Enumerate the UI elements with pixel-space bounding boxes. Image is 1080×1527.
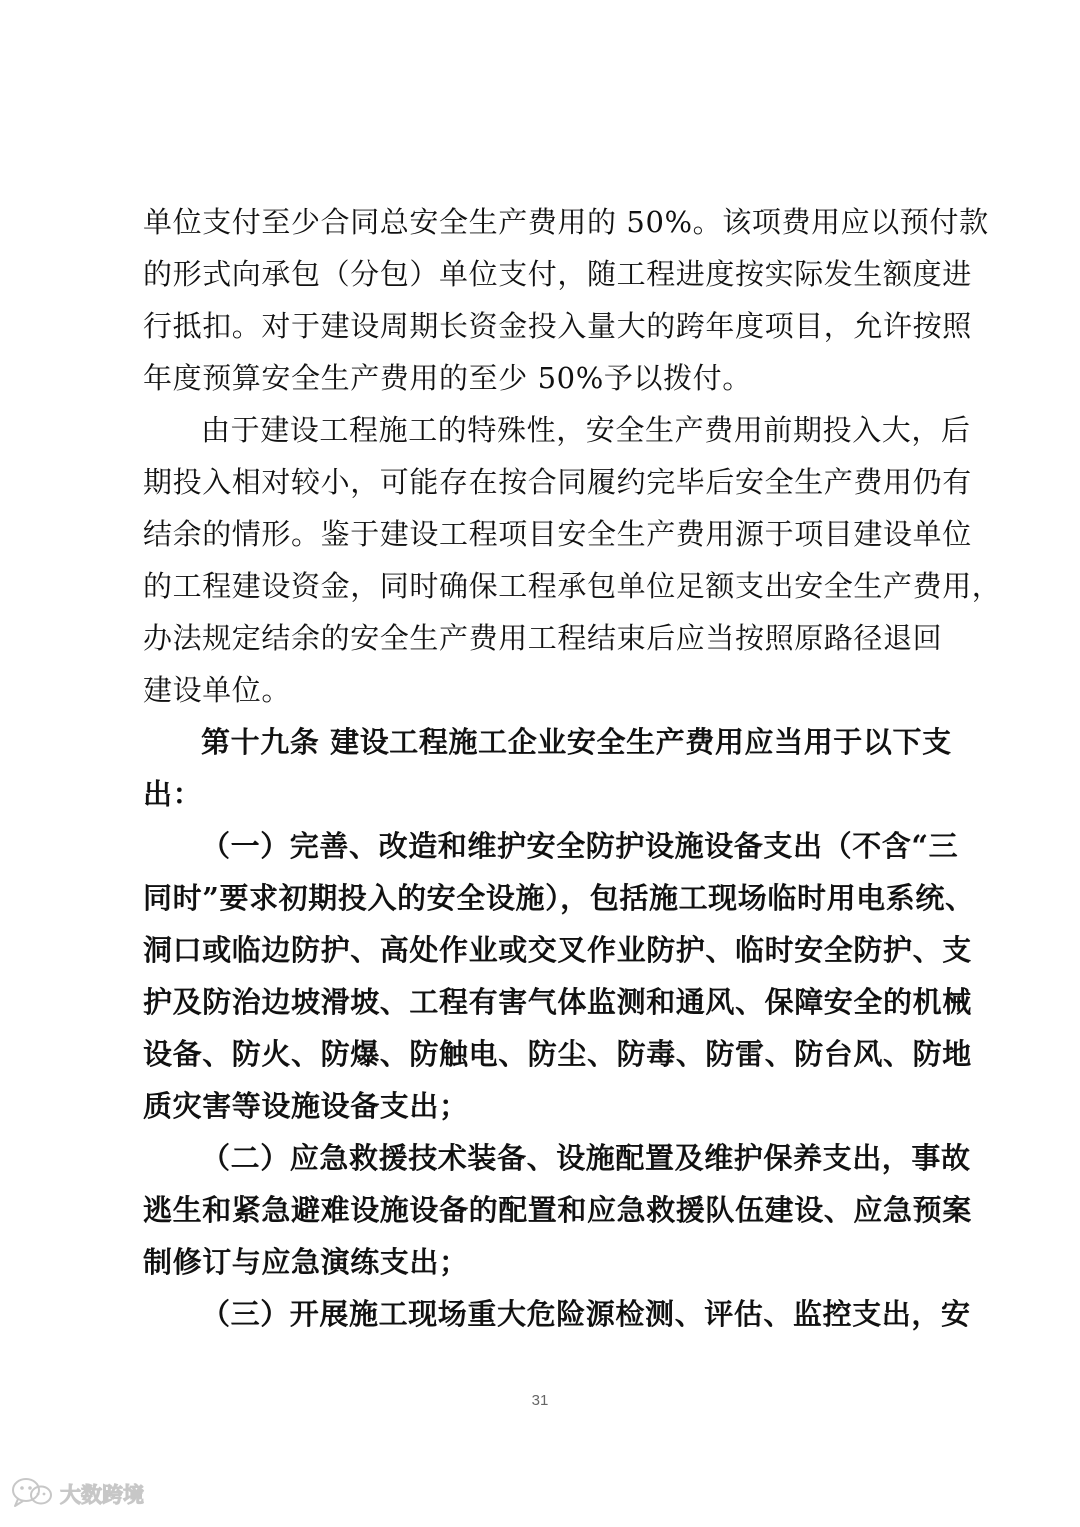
text-line: 设备、防火、防爆、防触电、防尘、防毒、防雷、防台风、防地 xyxy=(143,1037,972,1071)
article-heading-line: 第十九条 建设工程施工企业安全生产费用应当用于以下支 xyxy=(201,725,952,759)
text-line: 的形式向承包（分包）单位支付，随工程进度按实际发生额度进 xyxy=(143,257,972,291)
list-item-line: （一）完善、改造和维护安全防护设施设备支出（不含“三 xyxy=(201,829,959,863)
watermark xyxy=(10,1476,144,1512)
list-item-line: （三）开展施工现场重大危险源检测、评估、监控支出，安 xyxy=(201,1297,971,1331)
text-line: 护及防治边坡滑坡、工程有害气体监测和通风、保障安全的机械 xyxy=(143,985,972,1019)
text-line: 洞口或临边防护、高处作业或交叉作业防护、临时安全防护、支 xyxy=(143,933,972,967)
text-line: 办法规定结余的安全生产费用工程结束后应当按照原路径退回 xyxy=(143,621,943,655)
text-line: 出： xyxy=(143,777,203,811)
text-line: 建设单位。 xyxy=(143,673,292,707)
text-line: 同时”要求初期投入的安全设施），包括施工现场临时用电系统、 xyxy=(143,881,975,915)
text-line: 由于建设工程施工的特殊性，安全生产费用前期投入大，后 xyxy=(201,413,971,447)
watermark-text: 大数跨境 xyxy=(60,1483,144,1507)
body-text xyxy=(143,196,1002,1340)
text-line: 结余的情形。鉴于建设工程项目安全生产费用源于项目建设单位 xyxy=(143,517,972,551)
text-line: 制修订与应急演练支出； xyxy=(143,1245,469,1279)
text-line: 的工程建设资金，同时确保工程承包单位足额支出安全生产费用， xyxy=(143,569,1002,603)
text-line: 行抵扣。对于建设周期长资金投入量大的跨年度项目，允许按照 xyxy=(143,309,972,343)
page-number: 31 xyxy=(531,1392,549,1409)
list-item-line: （二）应急救援技术装备、设施配置及维护保养支出，事故 xyxy=(201,1141,971,1175)
text-line: 质灾害等设施设备支出； xyxy=(143,1089,469,1123)
text-line: 期投入相对较小，可能存在按合同履约完毕后安全生产费用仍有 xyxy=(143,465,972,499)
text-line: 逃生和紧急避难设施设备的配置和应急救援队伍建设、应急预案 xyxy=(143,1193,972,1227)
text-line: 单位支付至少合同总安全生产费用的 50%。该项费用应以预付款 xyxy=(143,205,989,239)
wechat-logo-icon xyxy=(10,1475,54,1513)
text-line: 年度预算安全生产费用的至少 50%予以拨付。 xyxy=(143,361,752,395)
